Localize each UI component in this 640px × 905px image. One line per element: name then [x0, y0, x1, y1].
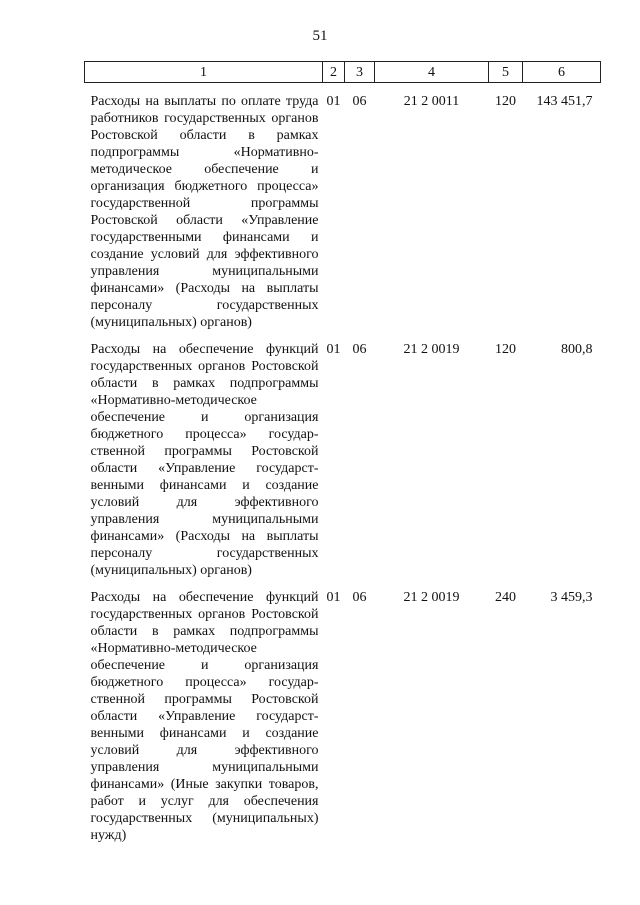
row-description: Расходы на обеспечение функций государственных органов Ростовской области в рамках подпрограммы «Нормативно-методическое обеспечение и организация бюджетного процесса» государственной программы Ростовской области «Управление государственными финансами и создание условий для эффективного управления муниципальными финансами» (Расходы на выплаты персоналу государственных (муниципальных) органов) [90, 342, 319, 578]
page-number: 51 [312, 28, 328, 44]
column-header-5: 5 [489, 62, 523, 83]
table-row [85, 589, 601, 844]
row-target-code: 21 2 0019 [403, 342, 460, 357]
row-amount: 3 459,3 [550, 590, 593, 605]
budget-table [84, 61, 601, 844]
row-target-code: 21 2 0011 [403, 94, 460, 109]
row-section: 01 [326, 94, 341, 109]
column-header-3: 3 [345, 62, 375, 83]
row-amount: 800,8 [561, 342, 593, 357]
row-expense-type: 120 [495, 342, 516, 357]
row-subsection: 06 [352, 342, 367, 357]
table-row [85, 93, 601, 331]
column-header-4: 4 [375, 62, 489, 83]
row-section: 01 [326, 590, 341, 605]
column-header-6: 6 [523, 62, 601, 83]
row-description: Расходы на выплаты по оплате труда работников государственных органов Ростовской области в рамках подпрограммы «Нормативно-методическое обеспечение и организация бюджетного процесса» государственной программы Ростовской области «Управление государственными финансами и создание условий для эффективного управления муниципальными финансами» (Расходы на выплаты персоналу государственных (муниципальных) органов) [90, 94, 319, 330]
row-expense-type: 120 [495, 94, 516, 109]
row-section: 01 [326, 342, 341, 357]
row-amount: 143 451,7 [536, 94, 593, 109]
row-expense-type: 240 [495, 590, 516, 605]
column-header-1: 1 [85, 62, 323, 83]
row-subsection: 06 [352, 94, 367, 109]
table-header-row [85, 62, 601, 83]
table-row [85, 341, 601, 579]
row-subsection: 06 [352, 590, 367, 605]
row-description: Расходы на обеспечение функций государственных органов Ростовской области в рамках подпрограммы «Нормативно-методическое обеспечение и организация бюджетного процесса» государственной программы Ростовской области «Управление государственными финансами и создание условий для эффективного управления муниципальными финансами» (Иные закупки товаров, работ и услуг для обеспечения государственных (муниципальных) нужд) [90, 590, 319, 843]
row-target-code: 21 2 0019 [403, 590, 460, 605]
column-header-2: 2 [323, 62, 345, 83]
